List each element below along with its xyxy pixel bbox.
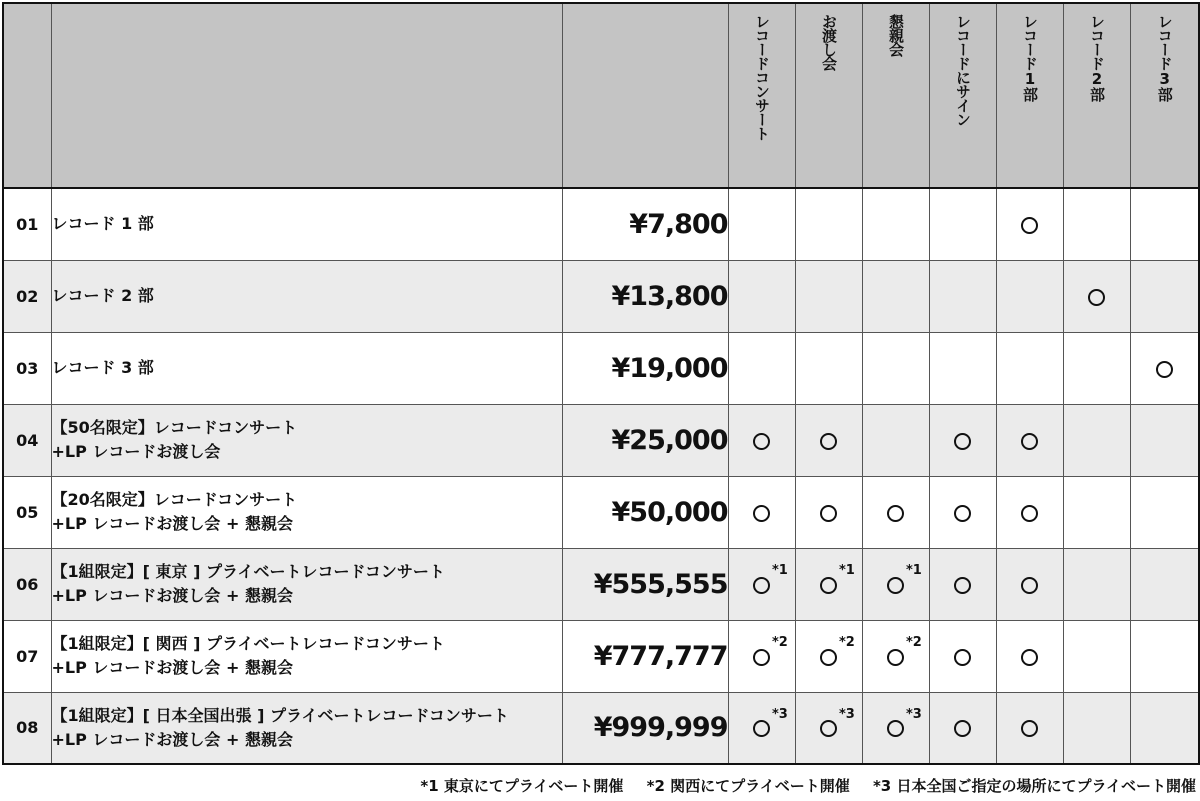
row-name-line1: レコード 1 部: [51, 214, 154, 234]
header-label: レコード3部: [1155, 14, 1174, 101]
note-marker: *2: [906, 634, 922, 650]
row-name-line2: +LP レコードお渡し会 + 懇親会: [51, 658, 293, 677]
cell-party: [862, 332, 929, 404]
row-number: 08: [3, 692, 51, 764]
cell-record3: [1130, 188, 1199, 260]
cell-party: [862, 260, 929, 332]
cell-sign: [929, 548, 996, 620]
circle-icon: [753, 720, 770, 737]
circle-icon: [1088, 289, 1105, 306]
note-marker: *2: [772, 634, 788, 650]
cell-sign: [929, 332, 996, 404]
cell-handover: [795, 620, 862, 692]
circle-icon: [820, 505, 837, 522]
header-sign: [929, 3, 996, 188]
row-number: 01: [3, 188, 51, 260]
cell-concert: [728, 260, 795, 332]
cell-handover: [795, 260, 862, 332]
row-number: 07: [3, 620, 51, 692]
row-name-line1: 【20名限定】レコードコンサート: [51, 490, 298, 509]
footnotes: [0, 775, 1196, 796]
header-price: [562, 3, 728, 188]
table-row: [3, 476, 1199, 548]
circle-icon: [954, 505, 971, 522]
cell-record2: [1063, 188, 1130, 260]
row-price: ¥50,000: [562, 476, 728, 548]
row-name-line1: 【1組限定】[ 日本全国出張 ] プライベートレコードコンサート: [51, 705, 509, 725]
row-name-line1: 【1組限定】[ 東京 ] プライベートレコードコンサート: [51, 562, 445, 581]
row-name-line1: 【1組限定】[ 関西 ] プライベートレコードコンサート: [51, 634, 445, 653]
note-marker: *1: [772, 562, 788, 578]
row-price: ¥7,800: [562, 188, 728, 260]
circle-icon: [753, 577, 770, 594]
circle-icon: [753, 433, 770, 450]
row-name: [51, 692, 562, 764]
cell-record1: [996, 692, 1063, 764]
header-concert: [728, 3, 795, 188]
cell-party: [862, 692, 929, 764]
circle-icon: [1021, 505, 1038, 522]
cell-record3: [1130, 476, 1199, 548]
header-record3: [1130, 3, 1199, 188]
cell-record3: [1130, 620, 1199, 692]
circle-icon: [954, 649, 971, 666]
row-name-line2: +LP レコードお渡し会 + 懇親会: [51, 514, 293, 533]
circle-icon: [820, 720, 837, 737]
row-name-line1: 【50名限定】レコードコンサート: [51, 418, 298, 437]
note-marker: *3: [772, 706, 788, 722]
table-row: [3, 548, 1199, 620]
table-row: [3, 332, 1199, 404]
cell-sign: [929, 260, 996, 332]
circle-icon: [954, 720, 971, 737]
row-number: 03: [3, 332, 51, 404]
cell-handover: [795, 404, 862, 476]
row-name-line2: +LP レコードお渡し会: [51, 442, 221, 461]
footnote-1: *1 東京にてプライベート開催: [420, 777, 624, 795]
cell-record3: [1130, 692, 1199, 764]
cell-sign: [929, 620, 996, 692]
circle-icon: [820, 433, 837, 450]
row-name: [51, 260, 562, 332]
cell-sign: [929, 692, 996, 764]
header-name: [51, 3, 562, 188]
row-price: ¥555,555: [562, 548, 728, 620]
cell-concert: [728, 548, 795, 620]
row-price: ¥777,777: [562, 620, 728, 692]
header-label: お渡し会: [820, 14, 838, 70]
footnote-3: *3 日本全国ご指定の場所にてプライベート開催: [872, 777, 1196, 795]
table-row: [3, 404, 1199, 476]
cell-concert: [728, 692, 795, 764]
cell-party: [862, 188, 929, 260]
note-marker: *3: [906, 706, 922, 722]
row-name-line1: レコード 2 部: [51, 286, 154, 305]
row-name-line1: レコード 3 部: [51, 358, 154, 377]
table-row: [3, 692, 1199, 764]
row-name: [51, 620, 562, 692]
footnote-2: *2 関西にてプライベート開催: [646, 777, 850, 795]
row-name-line2: +LP レコードお渡し会 + 懇親会: [51, 586, 293, 605]
pricing-table: [2, 2, 1200, 765]
header-label: レコードコンサート: [753, 14, 771, 140]
circle-icon: [1021, 433, 1038, 450]
circle-icon: [887, 577, 904, 594]
circle-icon: [954, 577, 971, 594]
cell-party: [862, 548, 929, 620]
row-price: ¥13,800: [562, 260, 728, 332]
cell-concert: [728, 332, 795, 404]
cell-record1: [996, 620, 1063, 692]
cell-record2: [1063, 260, 1130, 332]
cell-record2: [1063, 476, 1130, 548]
cell-concert: [728, 620, 795, 692]
header-no: [3, 3, 51, 188]
cell-party: [862, 620, 929, 692]
cell-handover: [795, 692, 862, 764]
circle-icon: [1021, 217, 1038, 234]
circle-icon: [753, 649, 770, 666]
row-number: 05: [3, 476, 51, 548]
note-marker: *3: [839, 706, 855, 722]
row-name: [51, 476, 562, 548]
cell-record1: [996, 188, 1063, 260]
note-marker: *1: [906, 562, 922, 578]
row-name: [51, 188, 562, 260]
cell-record1: [996, 260, 1063, 332]
cell-record3: [1130, 548, 1199, 620]
cell-concert: [728, 404, 795, 476]
circle-icon: [820, 649, 837, 666]
row-number: 04: [3, 404, 51, 476]
row-price: ¥999,999: [562, 692, 728, 764]
cell-record2: [1063, 332, 1130, 404]
row-number: 06: [3, 548, 51, 620]
circle-icon: [820, 577, 837, 594]
cell-record1: [996, 404, 1063, 476]
row-name: [51, 404, 562, 476]
row-name: [51, 332, 562, 404]
header-label: 懇親会: [887, 14, 905, 56]
cell-record2: [1063, 404, 1130, 476]
cell-record2: [1063, 692, 1130, 764]
header-label: レコード1部: [1021, 14, 1039, 101]
row-number: 02: [3, 260, 51, 332]
cell-sign: [929, 188, 996, 260]
row-name: [51, 548, 562, 620]
cell-handover: [795, 332, 862, 404]
cell-concert: [728, 188, 795, 260]
row-price: ¥19,000: [562, 332, 728, 404]
cell-party: [862, 476, 929, 548]
cell-record1: [996, 476, 1063, 548]
cell-record1: [996, 548, 1063, 620]
cell-concert: [728, 476, 795, 548]
circle-icon: [887, 649, 904, 666]
note-marker: *1: [839, 562, 855, 578]
circle-icon: [1021, 649, 1038, 666]
cell-sign: [929, 476, 996, 548]
header-row: [3, 3, 1199, 188]
cell-record2: [1063, 548, 1130, 620]
cell-record3: [1130, 260, 1199, 332]
table-row: [3, 620, 1199, 692]
header-record1: [996, 3, 1063, 188]
cell-handover: [795, 188, 862, 260]
cell-record2: [1063, 620, 1130, 692]
header-record2: [1063, 3, 1130, 188]
circle-icon: [1156, 361, 1173, 378]
circle-icon: [887, 505, 904, 522]
cell-record3: [1130, 404, 1199, 476]
circle-icon: [753, 505, 770, 522]
header-handover: [795, 3, 862, 188]
cell-party: [862, 404, 929, 476]
row-price: ¥25,000: [562, 404, 728, 476]
cell-handover: [795, 476, 862, 548]
circle-icon: [887, 720, 904, 737]
circle-icon: [954, 433, 971, 450]
header-party: [862, 3, 929, 188]
header-label: レコードにサイン: [954, 14, 972, 126]
cell-record1: [996, 332, 1063, 404]
circle-icon: [1021, 577, 1038, 594]
cell-record3: [1130, 332, 1199, 404]
cell-sign: [929, 404, 996, 476]
cell-handover: [795, 548, 862, 620]
note-marker: *2: [839, 634, 855, 650]
row-name-line2: +LP レコードお渡し会 + 懇親会: [51, 729, 293, 749]
table-row: [3, 260, 1199, 332]
header-label: レコード2部: [1088, 14, 1106, 101]
circle-icon: [1021, 720, 1038, 737]
table-row: [3, 188, 1199, 260]
